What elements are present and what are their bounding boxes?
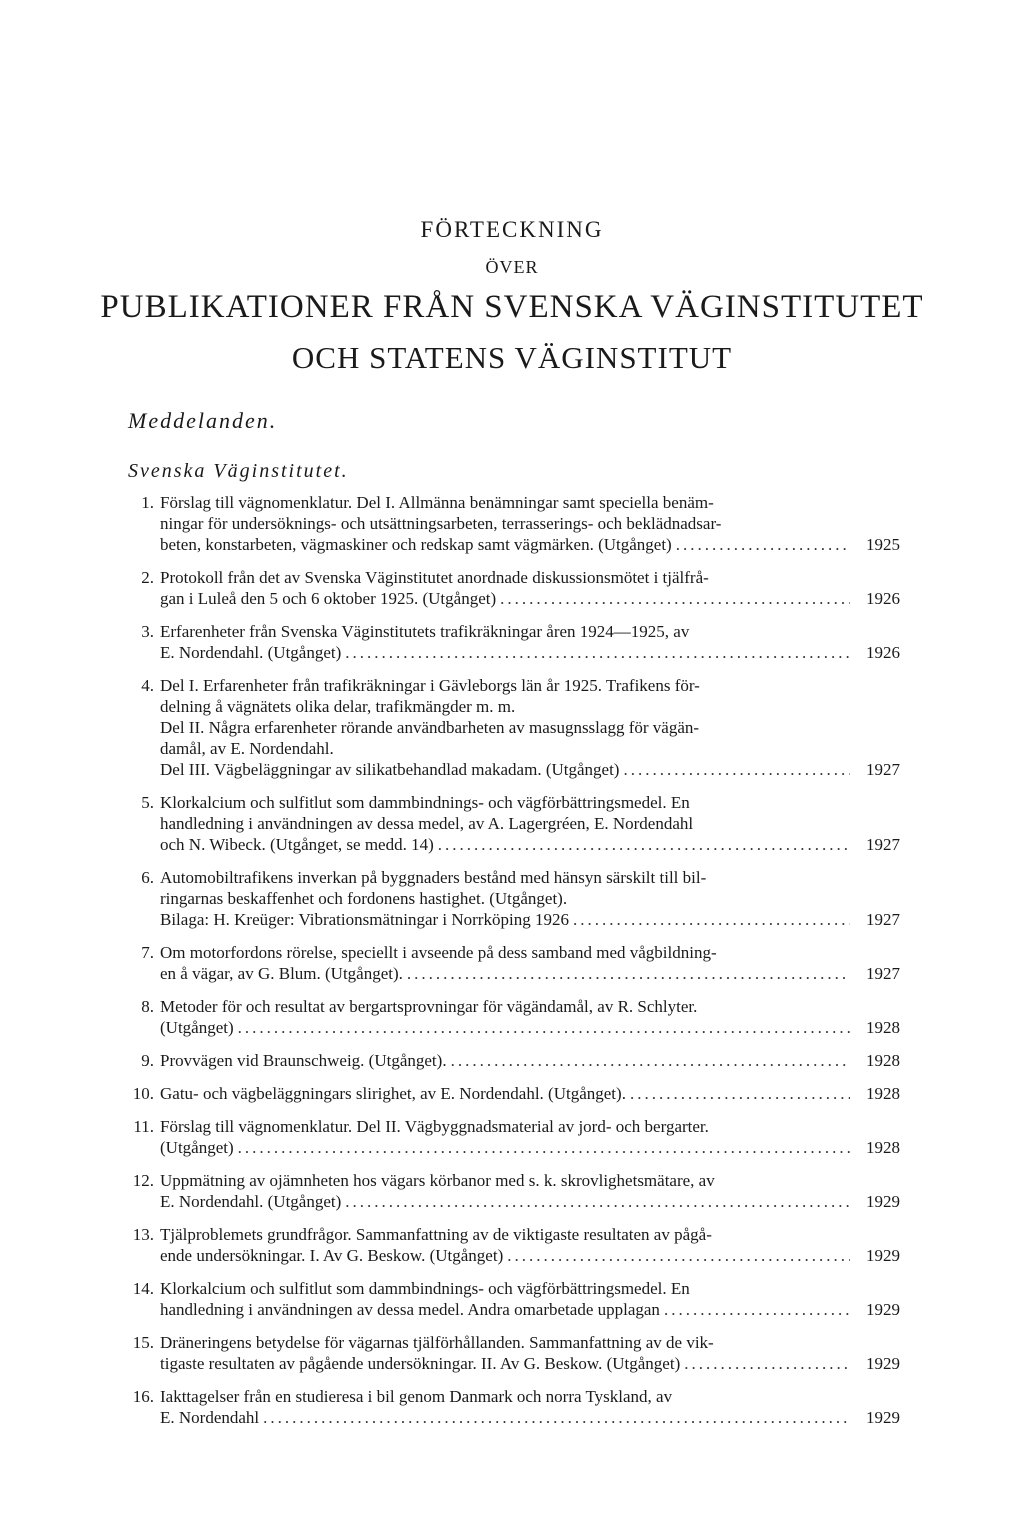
subsection-heading: Svenska Väginstitutet.	[128, 460, 349, 482]
entry-number: 4.	[141, 676, 154, 695]
entry-number: 3.	[141, 622, 154, 641]
entry-number: 10.	[132, 1084, 154, 1103]
entry-year: 1927	[866, 760, 900, 779]
entry-text-line: Erfarenheter från Svenska Väginstitutets trafikräkningar åren 1924—1925, av	[160, 622, 690, 641]
list-item	[120, 1050, 900, 1071]
entry-year: 1925	[866, 535, 900, 554]
entry-text-line: beten, konstarbeten, vägmaskiner och redskap samt vägmärken. (Utgånget)	[160, 535, 672, 554]
entry-year: 1929	[866, 1246, 900, 1265]
entry-text-line: Automobiltrafikens inverkan på byggnaders bestånd med hänsyn särskilt till bil-	[160, 868, 707, 887]
entry-text-line: Del II. Några erfarenheter rörande användbarheten av masugnsslagg för vägän-	[160, 718, 700, 737]
entry-number: 14.	[132, 1279, 154, 1298]
entry-text-line: (Utgånget)	[160, 1018, 234, 1037]
leader-dots	[507, 1245, 850, 1266]
entry-year: 1927	[866, 910, 900, 929]
leader-dots	[676, 534, 850, 555]
leader-dots	[664, 1299, 850, 1320]
page-title-line-1: PUBLIKATIONER FRÅN SVENSKA VÄGINSTITUTET	[100, 289, 924, 325]
entry-text-line: Förslag till vägnomenklatur. Del I. Allmänna benämningar samt speciella benäm-	[160, 493, 714, 512]
entry-text-line: Protokoll från det av Svenska Väginstitutet anordnade diskussionsmötet i tjälfrå-	[160, 568, 709, 587]
leader-dots	[500, 588, 850, 609]
entry-number: 12.	[132, 1171, 154, 1190]
entry-text-line: delning å vägnätets olika delar, trafikmängder m. m.	[160, 697, 516, 716]
entry-text-line: en å vägar, av G. Blum. (Utgånget).	[160, 964, 403, 983]
entry-text-line: Uppmätning av ojämnheten hos vägars körbanor med s. k. skrovlighetsmätare, av	[160, 1171, 715, 1190]
leader-dots	[263, 1407, 850, 1428]
publication-list	[120, 492, 900, 1440]
list-item	[120, 1116, 900, 1158]
entry-year: 1929	[866, 1300, 900, 1319]
list-item	[120, 867, 900, 930]
leader-dots	[345, 1191, 850, 1212]
entry-year: 1928	[866, 1018, 900, 1037]
entry-number: 15.	[132, 1333, 154, 1352]
leader-dots	[623, 759, 850, 780]
list-item	[120, 1170, 900, 1212]
entry-text-line: Iakttagelser från en studieresa i bil genom Danmark och norra Tyskland, av	[160, 1387, 673, 1406]
leader-dots	[345, 642, 850, 663]
leader-dots	[684, 1353, 850, 1374]
list-item	[120, 621, 900, 663]
entry-year: 1928	[866, 1138, 900, 1157]
entry-number: 2.	[141, 568, 154, 587]
list-item	[120, 1083, 900, 1104]
list-item	[120, 1332, 900, 1374]
entry-text-line: ringarnas beskaffenhet och fordonens hastighet. (Utgånget).	[160, 889, 568, 908]
list-item	[120, 996, 900, 1038]
entry-number: 6.	[141, 868, 154, 887]
entry-text-line: ningar för undersöknings- och utsättningsarbeten, terrasserings- och beklädnadsar-	[160, 514, 722, 533]
entry-number: 5.	[141, 793, 154, 812]
list-item	[120, 675, 900, 780]
list-item	[120, 492, 900, 555]
entry-text-line: Metoder för och resultat av bergartsprovningar för vägändamål, av R. Schlyter.	[160, 997, 698, 1016]
list-item	[120, 1278, 900, 1320]
list-item	[120, 792, 900, 855]
entry-year: 1927	[866, 964, 900, 983]
leader-dots	[238, 1017, 850, 1038]
entry-text-line: E. Nordendahl. (Utgånget)	[160, 1192, 342, 1211]
list-item	[120, 942, 900, 984]
leader-dots	[573, 909, 850, 930]
list-item	[120, 1224, 900, 1266]
leader-dots	[438, 834, 850, 855]
entry-number: 1.	[141, 493, 154, 512]
entry-text-line: och N. Wibeck. (Utgånget, se medd. 14)	[160, 835, 434, 854]
heading-forteckning: FÖRTECKNING	[420, 217, 604, 242]
entry-text-line: Förslag till vägnomenklatur. Del II. Vägbyggnadsmaterial av jord- och bergarter.	[160, 1117, 709, 1136]
entry-text-line: handledning i användningen av dessa medel, av A. Lagergréen, E. Nordendahl	[160, 814, 694, 833]
entry-text-line: Klorkalcium och sulfitlut som dammbindnings- och vägförbättringsmedel. En	[160, 1279, 690, 1298]
entry-text-line: Provvägen vid Braunschweig. (Utgånget).	[160, 1051, 447, 1070]
entry-text-line: E. Nordendahl. (Utgånget)	[160, 643, 342, 662]
entry-number: 9.	[141, 1051, 154, 1070]
entry-text-line: E. Nordendahl	[160, 1408, 260, 1427]
entry-year: 1928	[866, 1084, 900, 1103]
section-heading: Meddelanden.	[128, 408, 278, 433]
entry-text-line: Del I. Erfarenheter från trafikräkningar i Gävleborgs län år 1925. Trafikens för-	[160, 676, 700, 695]
entry-year: 1929	[866, 1354, 900, 1373]
entry-year: 1929	[866, 1408, 900, 1427]
entry-text-line: (Utgånget)	[160, 1138, 234, 1157]
entry-year: 1929	[866, 1192, 900, 1211]
entry-text-line: gan i Luleå den 5 och 6 oktober 1925. (Utgånget)	[160, 589, 497, 608]
heading-over: ÖVER	[485, 257, 539, 277]
entry-text-line: Om motorfordons rörelse, speciellt i avseende på dess samband med vågbildning-	[160, 943, 717, 962]
entry-number: 11.	[133, 1117, 154, 1136]
entry-year: 1926	[866, 589, 900, 608]
entry-number: 13.	[132, 1225, 154, 1244]
entry-text-line: ende undersökningar. I. Av G. Beskow. (Utgånget)	[160, 1246, 504, 1265]
leader-dots	[630, 1083, 850, 1104]
entry-number: 7.	[141, 943, 154, 962]
leader-dots	[451, 1050, 850, 1071]
entry-number: 8.	[141, 997, 154, 1016]
entry-text-line: Klorkalcium och sulfitlut som dammbindnings- och vägförbättringsmedel. En	[160, 793, 690, 812]
list-item	[120, 1386, 900, 1428]
entry-text-line: damål, av E. Nordendahl.	[160, 739, 334, 758]
entry-text-line: Dräneringens betydelse för vägarnas tjälförhållanden. Sammanfattning av de vik-	[160, 1333, 714, 1352]
leader-dots	[407, 963, 850, 984]
leader-dots	[238, 1137, 850, 1158]
entry-text-line: Del III. Vägbeläggningar av silikatbehandlad makadam. (Utgånget)	[160, 760, 620, 779]
entry-text-line: handledning i användningen av dessa medel. Andra omarbetade upplagan	[160, 1300, 660, 1319]
page-title-line-2: OCH STATENS VÄGINSTITUT	[291, 340, 733, 375]
entry-year: 1928	[866, 1051, 900, 1070]
entry-year: 1926	[866, 643, 900, 662]
list-item	[120, 567, 900, 609]
entry-text-line: Gatu- och vägbeläggningars slirighet, av E. Nordendahl. (Utgånget).	[160, 1084, 626, 1103]
entry-number: 16.	[132, 1387, 154, 1406]
entry-text-line: tigaste resultaten av pågående undersökningar. II. Av G. Beskow. (Utgånget)	[160, 1354, 681, 1373]
entry-text-line: Tjälproblemets grundfrågor. Sammanfattning av de viktigaste resultaten av pågå-	[160, 1225, 712, 1244]
entry-year: 1927	[866, 835, 900, 854]
entry-text-line: Bilaga: H. Kreüger: Vibrationsmätningar i Norrköping 1926	[160, 910, 569, 929]
